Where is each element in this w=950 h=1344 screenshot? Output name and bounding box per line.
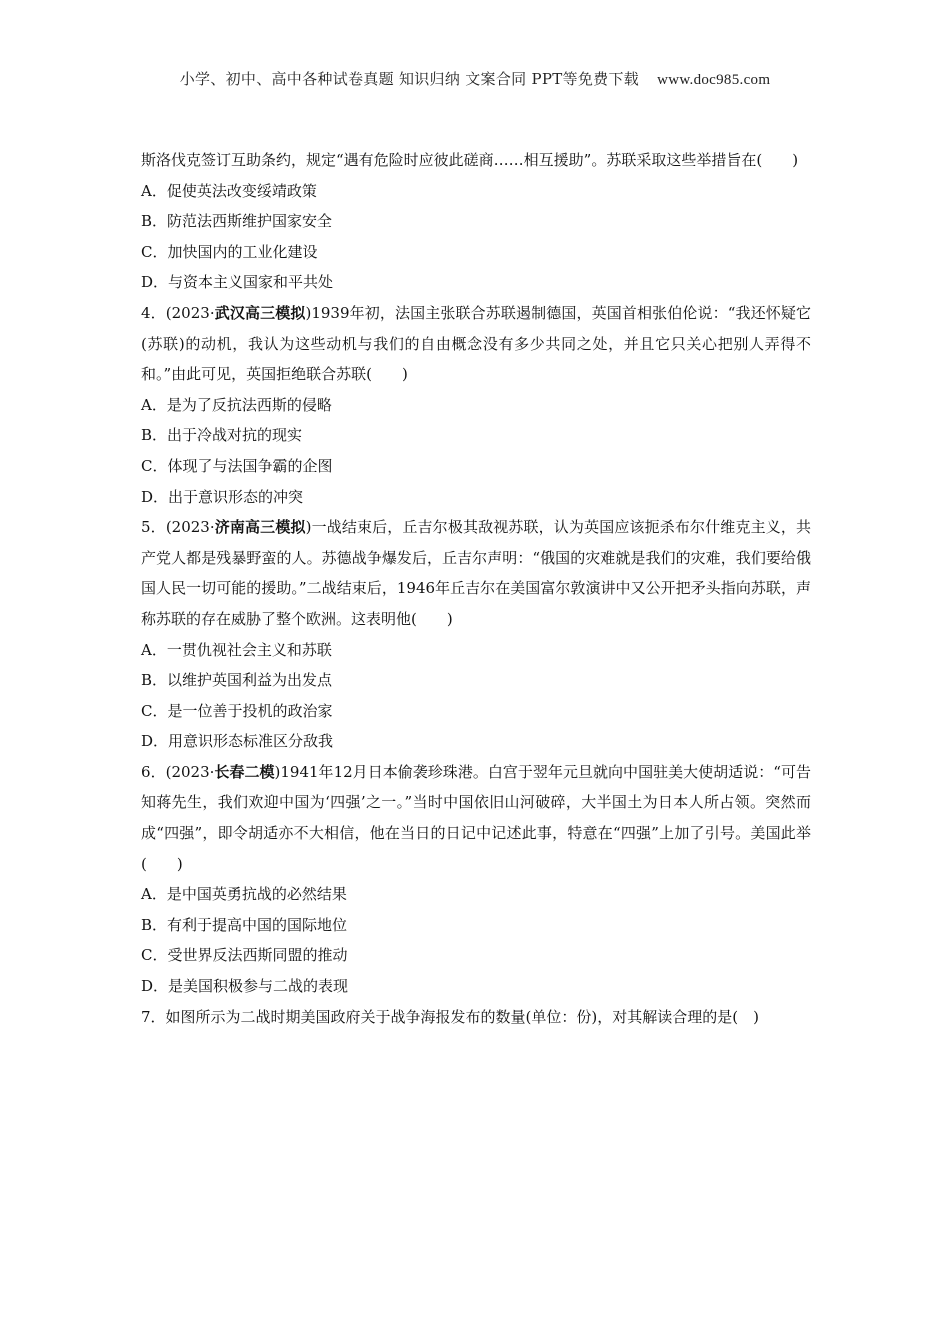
question-3 [141,145,811,298]
question-3-option-a: A．促使英法改变绥靖政策 [141,181,317,200]
question-5-option-a: A．一贯仇视社会主义和苏联 [141,640,332,659]
question-6-number: 6．(2023· [141,762,215,781]
question-6-stem [141,757,811,879]
question-5 [141,512,811,757]
question-6-option-a: A．是中国英勇抗战的必然结果 [141,885,347,904]
question-5-number: 5．(2023· [141,518,215,537]
question-7-stem: 7．如图所示为二战时期美国政府关于战争海报发布的数量(单位：份)，对其解读合理的是( ) [141,1007,759,1026]
question-4-text: )1939年初，法国主张联合苏联遏制德国，英国首相张伯伦说：“我还怀疑它(苏联)的动机，我认为这些动机与我们的自由概念没有多少共同之处，并且它只关心把别人弄得不和。”由此可见，英国拒绝联合苏联( ) [141,303,811,384]
question-5-option-b: B．以维护英国利益为出发点 [141,671,333,690]
question-6-option-c: C．受世界反法西斯同盟的推动 [141,946,348,965]
question-4-option-c: C．体现了与法国争霸的企图 [141,456,333,475]
question-3-option-c: C．加快国内的工业化建设 [141,242,318,261]
question-6-source: 长春二模 [214,762,275,781]
question-4-source: 武汉高三模拟 [214,303,306,322]
question-6-option-b: B．有利于提高中国的国际地位 [141,915,348,934]
question-6-option-d: D．是美国积极参与二战的表现 [141,977,349,996]
page-header [0,68,950,89]
question-3-option-b: B．防范法西斯维护国家安全 [141,212,333,231]
question-4-stem [141,298,811,390]
exam-content [141,145,811,1032]
question-5-text: )一战结束后，丘吉尔极其敌视苏联，认为英国应该扼杀布尔什维克主义，共产党人都是残暴野蛮的人。苏德战争爆发后，丘吉尔声明：“俄国的灾难就是我们的灾难，我们要给俄国人民一切可能的援助。”二战结束后，1946年丘吉尔在美国富尔敦演讲中又公开把矛头指向苏联，声称苏联的存在威胁了整个欧洲。这表明他( ) [141,518,811,628]
question-4-option-d: D．出于意识形态的冲突 [141,487,304,506]
question-3-option-d: D．与资本主义国家和平共处 [141,273,334,292]
question-5-option-c: C．是一位善于投机的政治家 [141,701,333,720]
question-7 [141,1002,811,1033]
question-6 [141,757,811,1002]
question-4 [141,298,811,512]
header-url[interactable]: www.doc985.com [657,72,771,88]
question-4-option-b: B．出于冷战对抗的现实 [141,426,303,445]
question-5-option-d: D．用意识形态标准区分敌我 [141,732,334,751]
question-5-stem [141,512,811,634]
header-text: 小学、初中、高中各种试卷真题 知识归纳 文案合同 PPT等免费下载 [179,70,640,88]
question-4-option-a: A．是为了反抗法西斯的侵略 [141,395,332,414]
question-5-source: 济南高三模拟 [214,518,306,537]
question-6-text: )1941年12月日本偷袭珍珠港。白宫于翌年元旦就向中国驻美大使胡适说：“可告知蒋先生，我们欢迎中国为‘四强’之一。”当时中国依旧山河破碎，大半国土为日本人所占领。突然而成“四强”，即令胡适亦不大相信，他在当日的日记中记述此事，特意在“四强”上加了引号。美国此举( ) [141,762,811,873]
question-3-stem: 斯洛伐克签订互助条约，规定“遇有危险时应彼此磋商……相互援助”。苏联采取这些举措旨在( ) [141,151,799,169]
question-4-number: 4．(2023· [141,303,215,322]
